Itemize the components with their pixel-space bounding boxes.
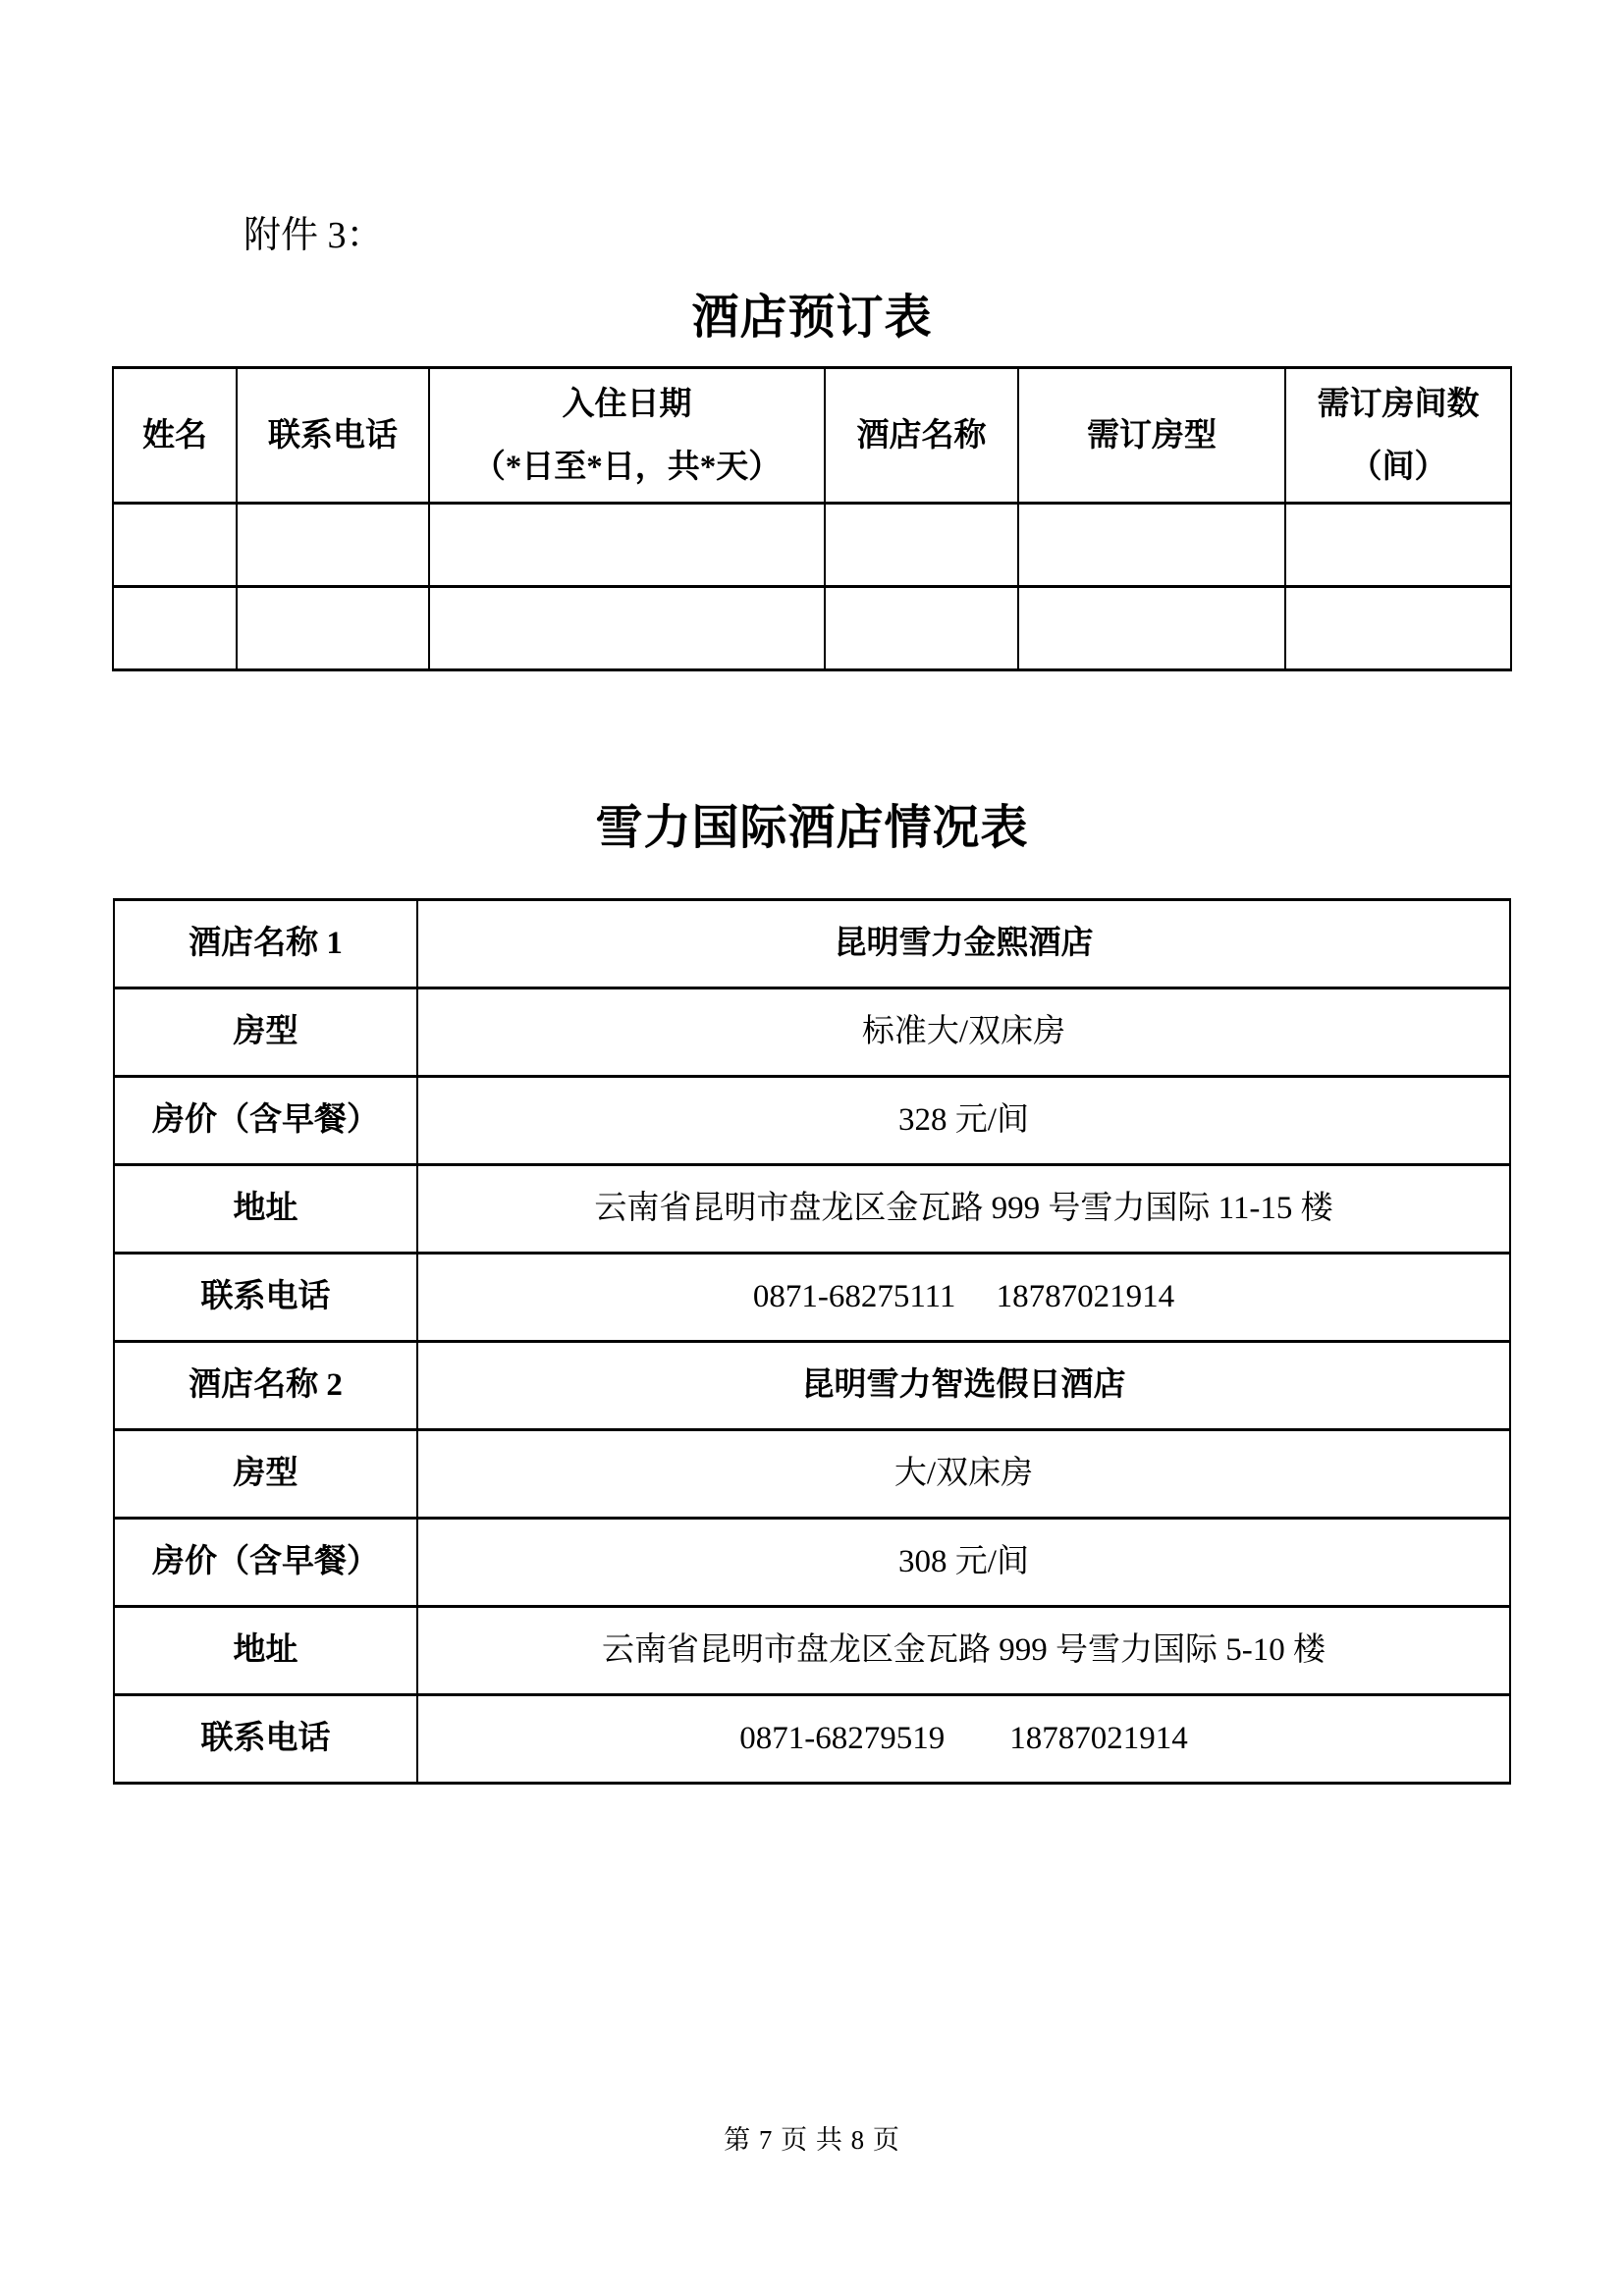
empty-cell [429,504,825,587]
hotel1-name-value: 昆明雪力金熙酒店 [417,900,1510,988]
hotel2-phone-label: 联系电话 [114,1695,417,1784]
header-contact-phone: 联系电话 [237,368,429,504]
hotel1-price-label: 房价（含早餐） [114,1077,417,1165]
booking-table-title: 酒店预订表 [691,292,933,344]
hotel2-room-type-value: 大/双床房 [417,1430,1510,1519]
table-row [114,1342,1510,1430]
empty-cell [113,504,237,587]
table-row [114,1695,1510,1784]
empty-cell [237,504,429,587]
hotel2-phone-value: 0871-68279519 18787021914 [417,1695,1510,1784]
table-row [114,1077,1510,1165]
empty-cell [1018,504,1285,587]
hotel2-name-value: 昆明雪力智选假日酒店 [417,1342,1510,1430]
table-row [114,1607,1510,1695]
empty-cell [825,504,1018,587]
hotel-info-table-title: 雪力国际酒店情况表 [595,802,1029,854]
hotel1-address-label: 地址 [114,1165,417,1254]
booking-empty-row [113,504,1511,587]
hotel2-name-label: 酒店名称 2 [114,1342,417,1430]
header-checkin-date: 入住日期 （*日至*日，共*天） [429,368,825,504]
hotel1-address-value: 云南省昆明市盘龙区金瓦路 999 号雪力国际 11-15 楼 [417,1165,1510,1254]
header-hotel-name: 酒店名称 [825,368,1018,504]
hotel1-name-label: 酒店名称 1 [114,900,417,988]
hotel1-phone-label: 联系电话 [114,1254,417,1342]
table-row [114,1165,1510,1254]
hotel2-price-label: 房价（含早餐） [114,1519,417,1607]
empty-cell [825,587,1018,670]
page-number: 第 7 页 共 8 页 [724,2125,900,2155]
empty-cell [1285,587,1511,670]
header-room-type: 需订房型 [1018,368,1285,504]
header-room-count: 需订房间数 （间） [1285,368,1511,504]
hotel1-price-value: 328 元/间 [417,1077,1510,1165]
booking-table-header-row [113,368,1511,504]
table-row [114,1254,1510,1342]
hotel2-price-value: 308 元/间 [417,1519,1510,1607]
attachment-label: 附件 3： [244,215,384,256]
hotel1-phone-value: 0871-68275111 18787021914 [417,1254,1510,1342]
booking-table [112,366,1512,671]
hotel-info-table [113,898,1511,1785]
hotel2-address-value: 云南省昆明市盘龙区金瓦路 999 号雪力国际 5-10 楼 [417,1607,1510,1695]
table-row [114,1519,1510,1607]
table-row [114,1430,1510,1519]
empty-cell [1285,504,1511,587]
hotel1-room-type-value: 标准大/双床房 [417,988,1510,1077]
empty-cell [1018,587,1285,670]
hotel2-address-label: 地址 [114,1607,417,1695]
empty-cell [113,587,237,670]
table-row [114,988,1510,1077]
empty-cell [429,587,825,670]
hotel1-room-type-label: 房型 [114,988,417,1077]
table-row [114,900,1510,988]
header-name: 姓名 [113,368,237,504]
empty-cell [237,587,429,670]
hotel2-room-type-label: 房型 [114,1430,417,1519]
booking-empty-row [113,587,1511,670]
